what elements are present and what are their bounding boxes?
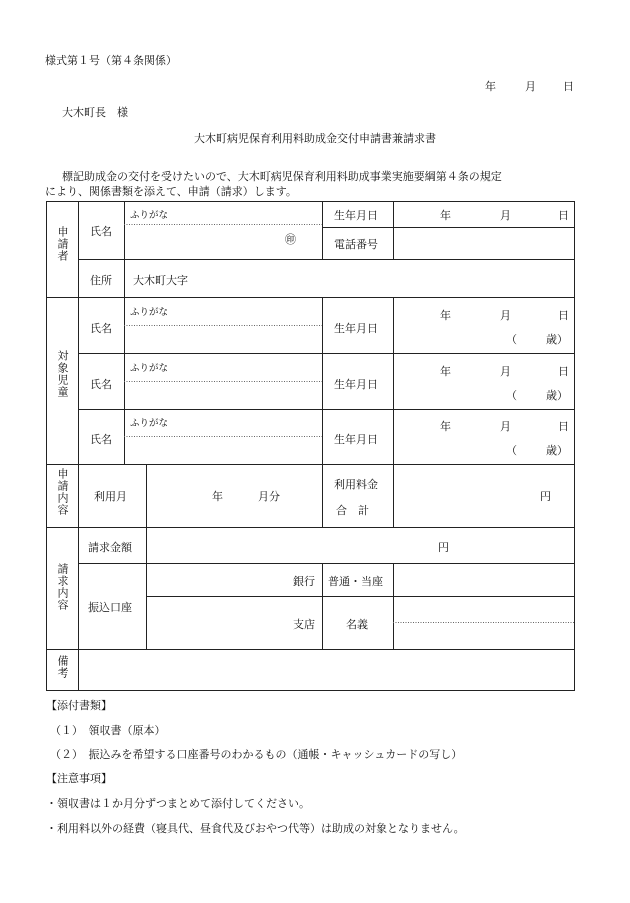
attachments-heading: 【添付書類】 — [46, 699, 112, 712]
child-furigana: ふりがな — [130, 307, 169, 318]
page-title: 大木町病児保育利用料助成金交付申請書兼請求書 — [194, 132, 436, 145]
phone-label: 電話番号 — [334, 238, 378, 251]
intro-line-1: 標記助成金の交付を受けたいので、大木町病児保育利用料助成事業実施要綱第４条の規定 — [62, 170, 502, 183]
child-birth-label: 生年月日 — [334, 378, 378, 391]
section-claim: 請求内容 — [56, 563, 69, 611]
child-month: 月 — [500, 420, 511, 433]
applicant-birth-year: 年 — [440, 209, 451, 222]
attachment-item-2: （２） 振込みを希望する口座番号のわかるもの（通帳・キャッシュカードの写し） — [50, 748, 463, 761]
notes-heading: 【注意事項】 — [46, 772, 112, 785]
section-children: 対象児童 — [56, 350, 69, 398]
child-day: 日 — [558, 309, 569, 322]
child-age-close: 歳） — [546, 333, 568, 346]
fee-label-2: 合 計 — [336, 504, 369, 517]
note-item-2: ・利用料以外の経費（寝具代、昼食代及びおやつ代等）は助成の対象となりません。 — [46, 822, 465, 835]
child-furigana: ふりがな — [130, 363, 169, 374]
section-remarks: 備考 — [56, 655, 69, 679]
applicant-birth-day: 日 — [558, 209, 569, 222]
child-age-open: （ — [506, 444, 517, 457]
child-age-open: （ — [506, 389, 517, 402]
claim-yen: 円 — [438, 541, 449, 554]
child-month: 月 — [500, 309, 511, 322]
date-day: 日 — [563, 80, 574, 93]
child-age-close: 歳） — [546, 389, 568, 402]
date-year: 年 — [485, 80, 496, 93]
holder-label: 名義 — [346, 618, 368, 631]
intro-line-2: により、関係書類を添えて、申請（請求）します。 — [45, 185, 297, 198]
account-type: 普通・当座 — [328, 575, 383, 588]
address-value: 大木町大字 — [133, 274, 188, 287]
usage-month: 月分 — [258, 490, 280, 503]
section-applicant: 申請者 — [56, 226, 69, 262]
child-day: 日 — [558, 365, 569, 378]
applicant-furigana: ふりがな — [130, 210, 169, 221]
form-number: 様式第１号（第４条関係） — [45, 54, 177, 67]
child-name-label: 氏名 — [90, 322, 112, 335]
child-age-close: 歳） — [546, 444, 568, 457]
section-application: 申請内容 — [56, 468, 69, 516]
attachment-item-1: （１） 領収書（原本） — [50, 724, 166, 737]
seal-mark: ㊞ — [285, 233, 296, 246]
bank-label: 銀行 — [293, 575, 315, 588]
child-year: 年 — [440, 420, 451, 433]
child-month: 月 — [500, 365, 511, 378]
account-label: 振込口座 — [88, 601, 132, 614]
branch-label: 支店 — [293, 618, 315, 631]
note-item-1: ・領収書は１か月分ずつまとめて添付してください。 — [46, 797, 310, 810]
child-age-open: （ — [506, 333, 517, 346]
claim-amount-label: 請求金額 — [88, 541, 132, 554]
date-month: 月 — [525, 80, 536, 93]
child-name-label: 氏名 — [90, 433, 112, 446]
child-birth-label: 生年月日 — [334, 322, 378, 335]
applicant-birth-month: 月 — [500, 209, 511, 222]
applicant-name-label: 氏名 — [90, 225, 112, 238]
addressee: 大木町長 様 — [62, 106, 128, 119]
fee-label-1: 利用料金 — [334, 478, 378, 491]
applicant-birth-label: 生年月日 — [334, 209, 378, 222]
fee-yen: 円 — [540, 490, 551, 503]
child-birth-label: 生年月日 — [334, 433, 378, 446]
child-day: 日 — [558, 420, 569, 433]
child-year: 年 — [440, 365, 451, 378]
usage-month-label: 利用月 — [94, 490, 127, 503]
child-furigana: ふりがな — [130, 418, 169, 429]
usage-year: 年 — [212, 490, 223, 503]
child-name-label: 氏名 — [90, 378, 112, 391]
address-label: 住所 — [90, 274, 112, 287]
child-year: 年 — [440, 309, 451, 322]
